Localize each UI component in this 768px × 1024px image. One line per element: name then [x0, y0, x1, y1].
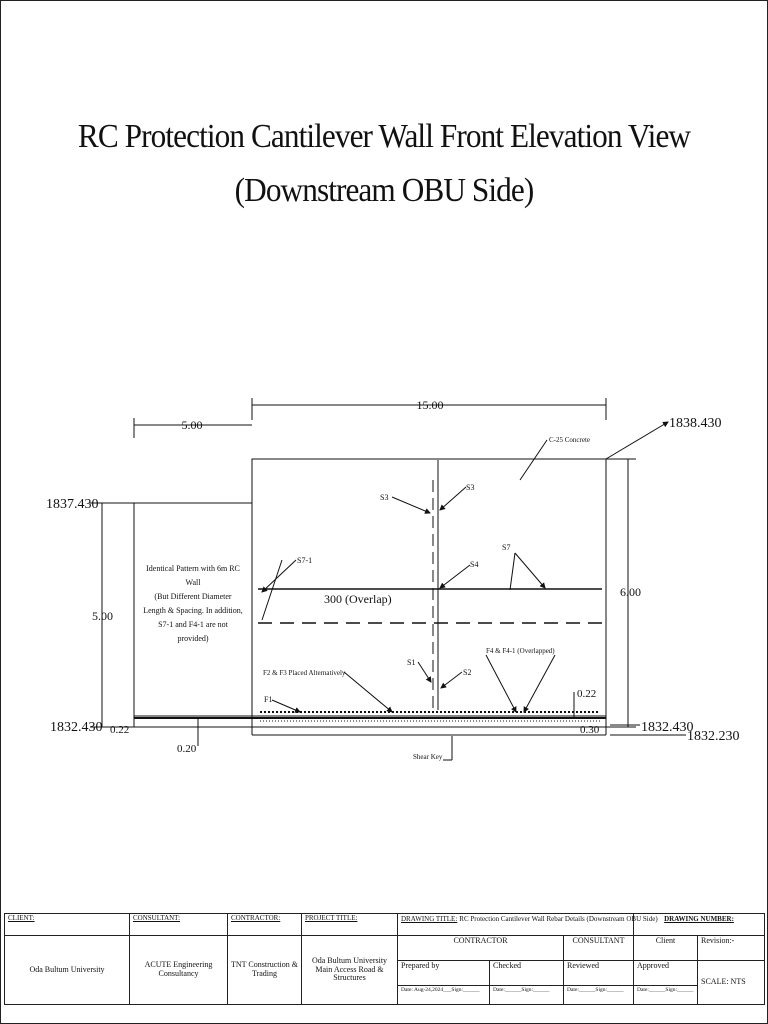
dim-5-top: 5.00: [181, 418, 203, 432]
date-sign-2: Date:______Sign:______: [490, 985, 564, 1004]
date-sign-3: Date:______Sign:______: [564, 985, 634, 1004]
client-name: Oda Bultum University: [5, 936, 130, 1005]
drawing-title-value: RC Protection Cantilever Wall Rebar Details (Downstream OBU Side): [459, 915, 658, 923]
f1-label: F1: [264, 695, 273, 704]
svg-text:Wall: Wall: [185, 578, 201, 587]
svg-text:S7-1 and F4-1 are not: S7-1 and F4-1 are not: [158, 620, 228, 629]
elevation-1832-right: 1832.430: [641, 720, 694, 735]
s4-label: S4: [470, 560, 479, 569]
dim-6-right: 6.00: [620, 585, 641, 599]
elevation-1837: 1837.430: [46, 497, 99, 512]
prepared-by: Prepared by: [398, 960, 490, 985]
client-head: Client: [634, 936, 698, 961]
checked: Checked: [490, 960, 564, 985]
concrete-label: C-25 Concrete: [549, 436, 591, 444]
dim-022-right: 0.22: [577, 688, 597, 700]
drawing-labels: [46, 398, 740, 761]
contractor-label: CONTRACTOR:: [231, 914, 281, 922]
drawing-title-line1: RC Protection Cantilever Wall Front Elevation View: [77, 118, 691, 155]
s3-label-a: S3: [380, 493, 389, 502]
shear-key-label: Shear Key: [413, 753, 443, 761]
consultant-label: CONSULTANT:: [133, 914, 181, 922]
s1-label: S1: [407, 658, 416, 667]
elevation-1832-230: 1832.230: [687, 729, 740, 744]
s3-label-b: S3: [466, 483, 475, 492]
s2-label: S2: [463, 668, 472, 677]
date-sign-4: Date:______Sign:______: [634, 985, 698, 1004]
title-block: [4, 913, 764, 1005]
elevation-1832-left: 1832.430: [50, 720, 103, 735]
contractor-head: CONTRACTOR: [398, 936, 564, 961]
identical-pattern-note: [143, 564, 243, 643]
f4-label: F4 & F4-1 (Overlapped): [486, 647, 555, 655]
consultant-name: ACUTE Engineering Consultancy: [130, 936, 228, 1005]
dim-022-left: 0.22: [110, 724, 130, 736]
drawing-title-line2: (Downstream OBU Side): [234, 172, 534, 209]
left-wall-outline: [134, 503, 252, 727]
f2f3-label: F2 & F3 Placed Alternatively: [263, 669, 346, 677]
svg-text:Identical Pattern with 6m RC: Identical Pattern with 6m RC: [146, 564, 240, 573]
project-name: Oda Bultum University Main Access Road & Structures: [302, 936, 398, 1005]
s7-label: S7: [502, 543, 511, 552]
wall-outline: [252, 459, 606, 727]
scale: SCALE: NTS: [698, 960, 765, 1004]
date-sign-1: Date: Aug-24,2024___Sign:______: [398, 985, 490, 1004]
elevation-1838: 1838.430: [669, 416, 722, 431]
dim-15: 15.00: [416, 398, 444, 412]
project-label: PROJECT TITLE:: [305, 914, 358, 922]
svg-text:(But Different Diameter: (But Different Diameter: [154, 592, 232, 601]
svg-text:Length & Spacing. In addition,: Length & Spacing. In addition,: [143, 606, 243, 615]
revision: Revision:-: [698, 936, 765, 961]
contractor-name: TNT Construction & Trading: [228, 936, 302, 1005]
client-label: CLIENT:: [8, 914, 35, 922]
approved: Approved: [634, 960, 698, 985]
s7-1-label: S7-1: [297, 556, 313, 565]
consultant-head: CONSULTANT: [564, 936, 634, 961]
drawing-number-label: DRAWING NUMBER:: [664, 915, 734, 923]
svg-text:provided): provided): [177, 634, 209, 643]
overlap-label: 300 (Overlap): [324, 592, 392, 606]
dim-5-left: 5.00: [92, 609, 113, 623]
reviewed: Reviewed: [564, 960, 634, 985]
dim-020: 0.20: [177, 743, 197, 755]
dim-030: 0.30: [580, 724, 600, 736]
drawing-title-label: DRAWING TITLE:: [401, 915, 458, 923]
